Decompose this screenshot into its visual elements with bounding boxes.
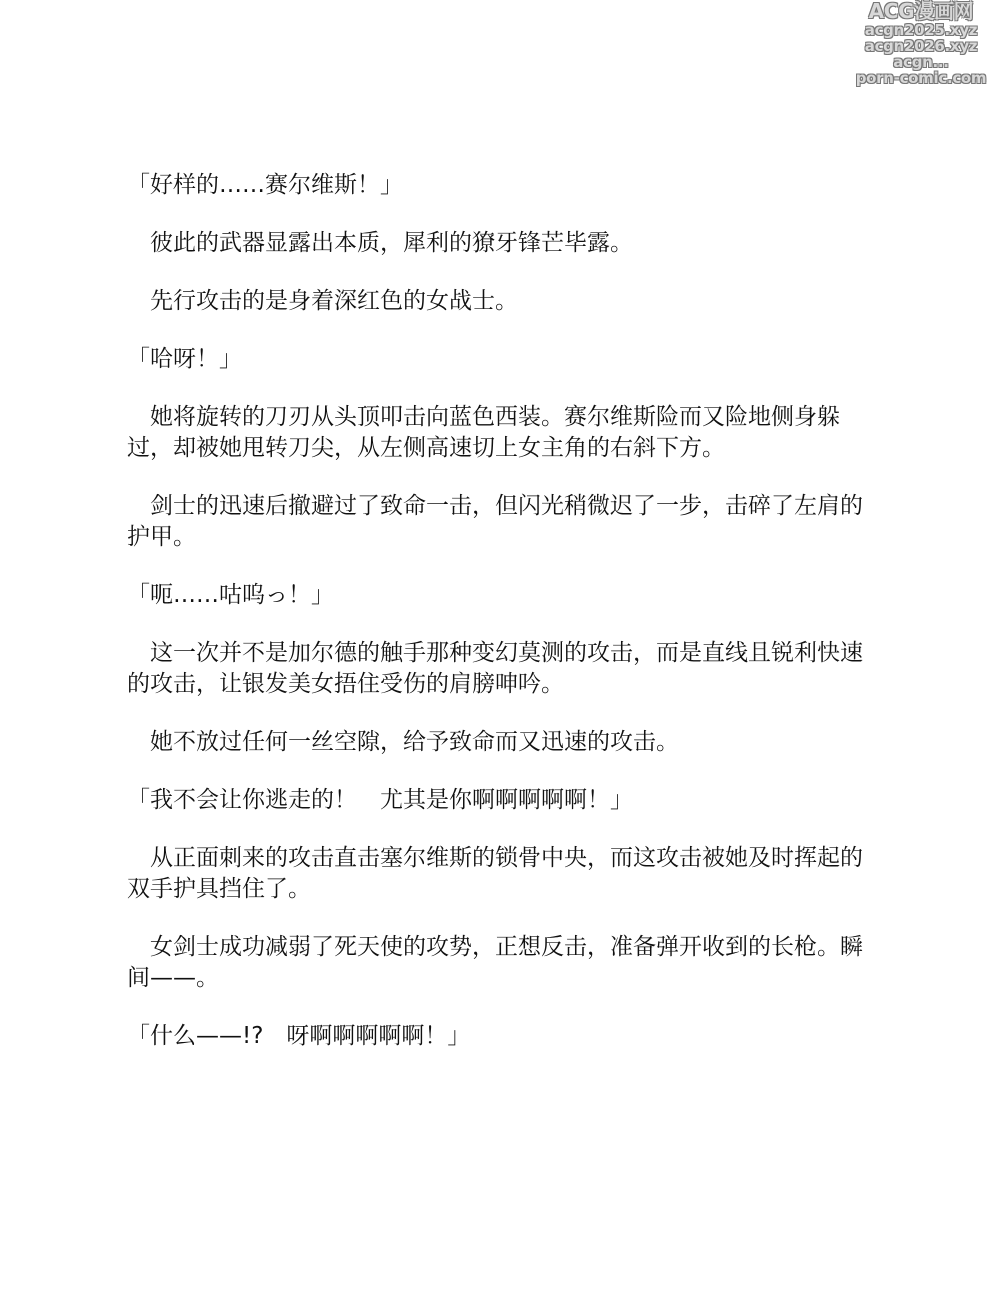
narration-paragraph: 剑士的迅速后撤避过了致命一击，但闪光稍微迟了一步，击碎了左肩的护甲。 (127, 493, 863, 550)
watermark (846, 0, 996, 86)
watermark-line: acgn2025.xyz (864, 21, 978, 39)
dialogue-paragraph: 「什么——!? 呀啊啊啊啊啊！」 (127, 1023, 471, 1049)
dialogue-paragraph: 「好样的……赛尔维斯！」 (127, 172, 403, 198)
narration-paragraph: 她不放过任何一丝空隙，给予致命而又迅速的攻击。 (150, 729, 679, 755)
narration-paragraph: 她将旋转的刀刃从头顶叩击向蓝色西装。赛尔维斯险而又险地侧身躲过，却被她甩转刀尖，从左侧高速切上女主角的右斜下方。 (127, 404, 840, 461)
narration-paragraph: 先行攻击的是身着深红色的女战士。 (150, 288, 518, 314)
dialogue-paragraph: 「哈呀！」 (127, 346, 242, 372)
watermark-line: acgn2026.xyz (864, 37, 978, 55)
dialogue-paragraph: 「我不会让你逃走的！ 尤其是你啊啊啊啊啊！」 (127, 787, 633, 813)
narration-paragraph: 这一次并不是加尔德的触手那种变幻莫测的攻击，而是直线且锐利快速的攻击，让银发美女捂住受伤的肩膀呻吟。 (127, 640, 863, 697)
narration-paragraph: 从正面刺来的攻击直击塞尔维斯的锁骨中央，而这攻击被她及时挥起的双手护具挡住了。 (127, 845, 863, 902)
watermark-title: ACG漫画网 (868, 0, 974, 23)
page-body (127, 170, 867, 1052)
narration-paragraph: 女剑士成功减弱了死天使的攻势，正想反击，准备弹开收到的长枪。瞬间——。 (127, 934, 863, 991)
narration-paragraph: 彼此的武器显露出本质，犀利的獠牙锋芒毕露。 (150, 230, 633, 256)
watermark-line: acgn... (893, 53, 949, 71)
watermark-line: porn-comic.com (855, 69, 987, 87)
dialogue-paragraph: 「呃……咕呜っ！」 (127, 582, 334, 608)
